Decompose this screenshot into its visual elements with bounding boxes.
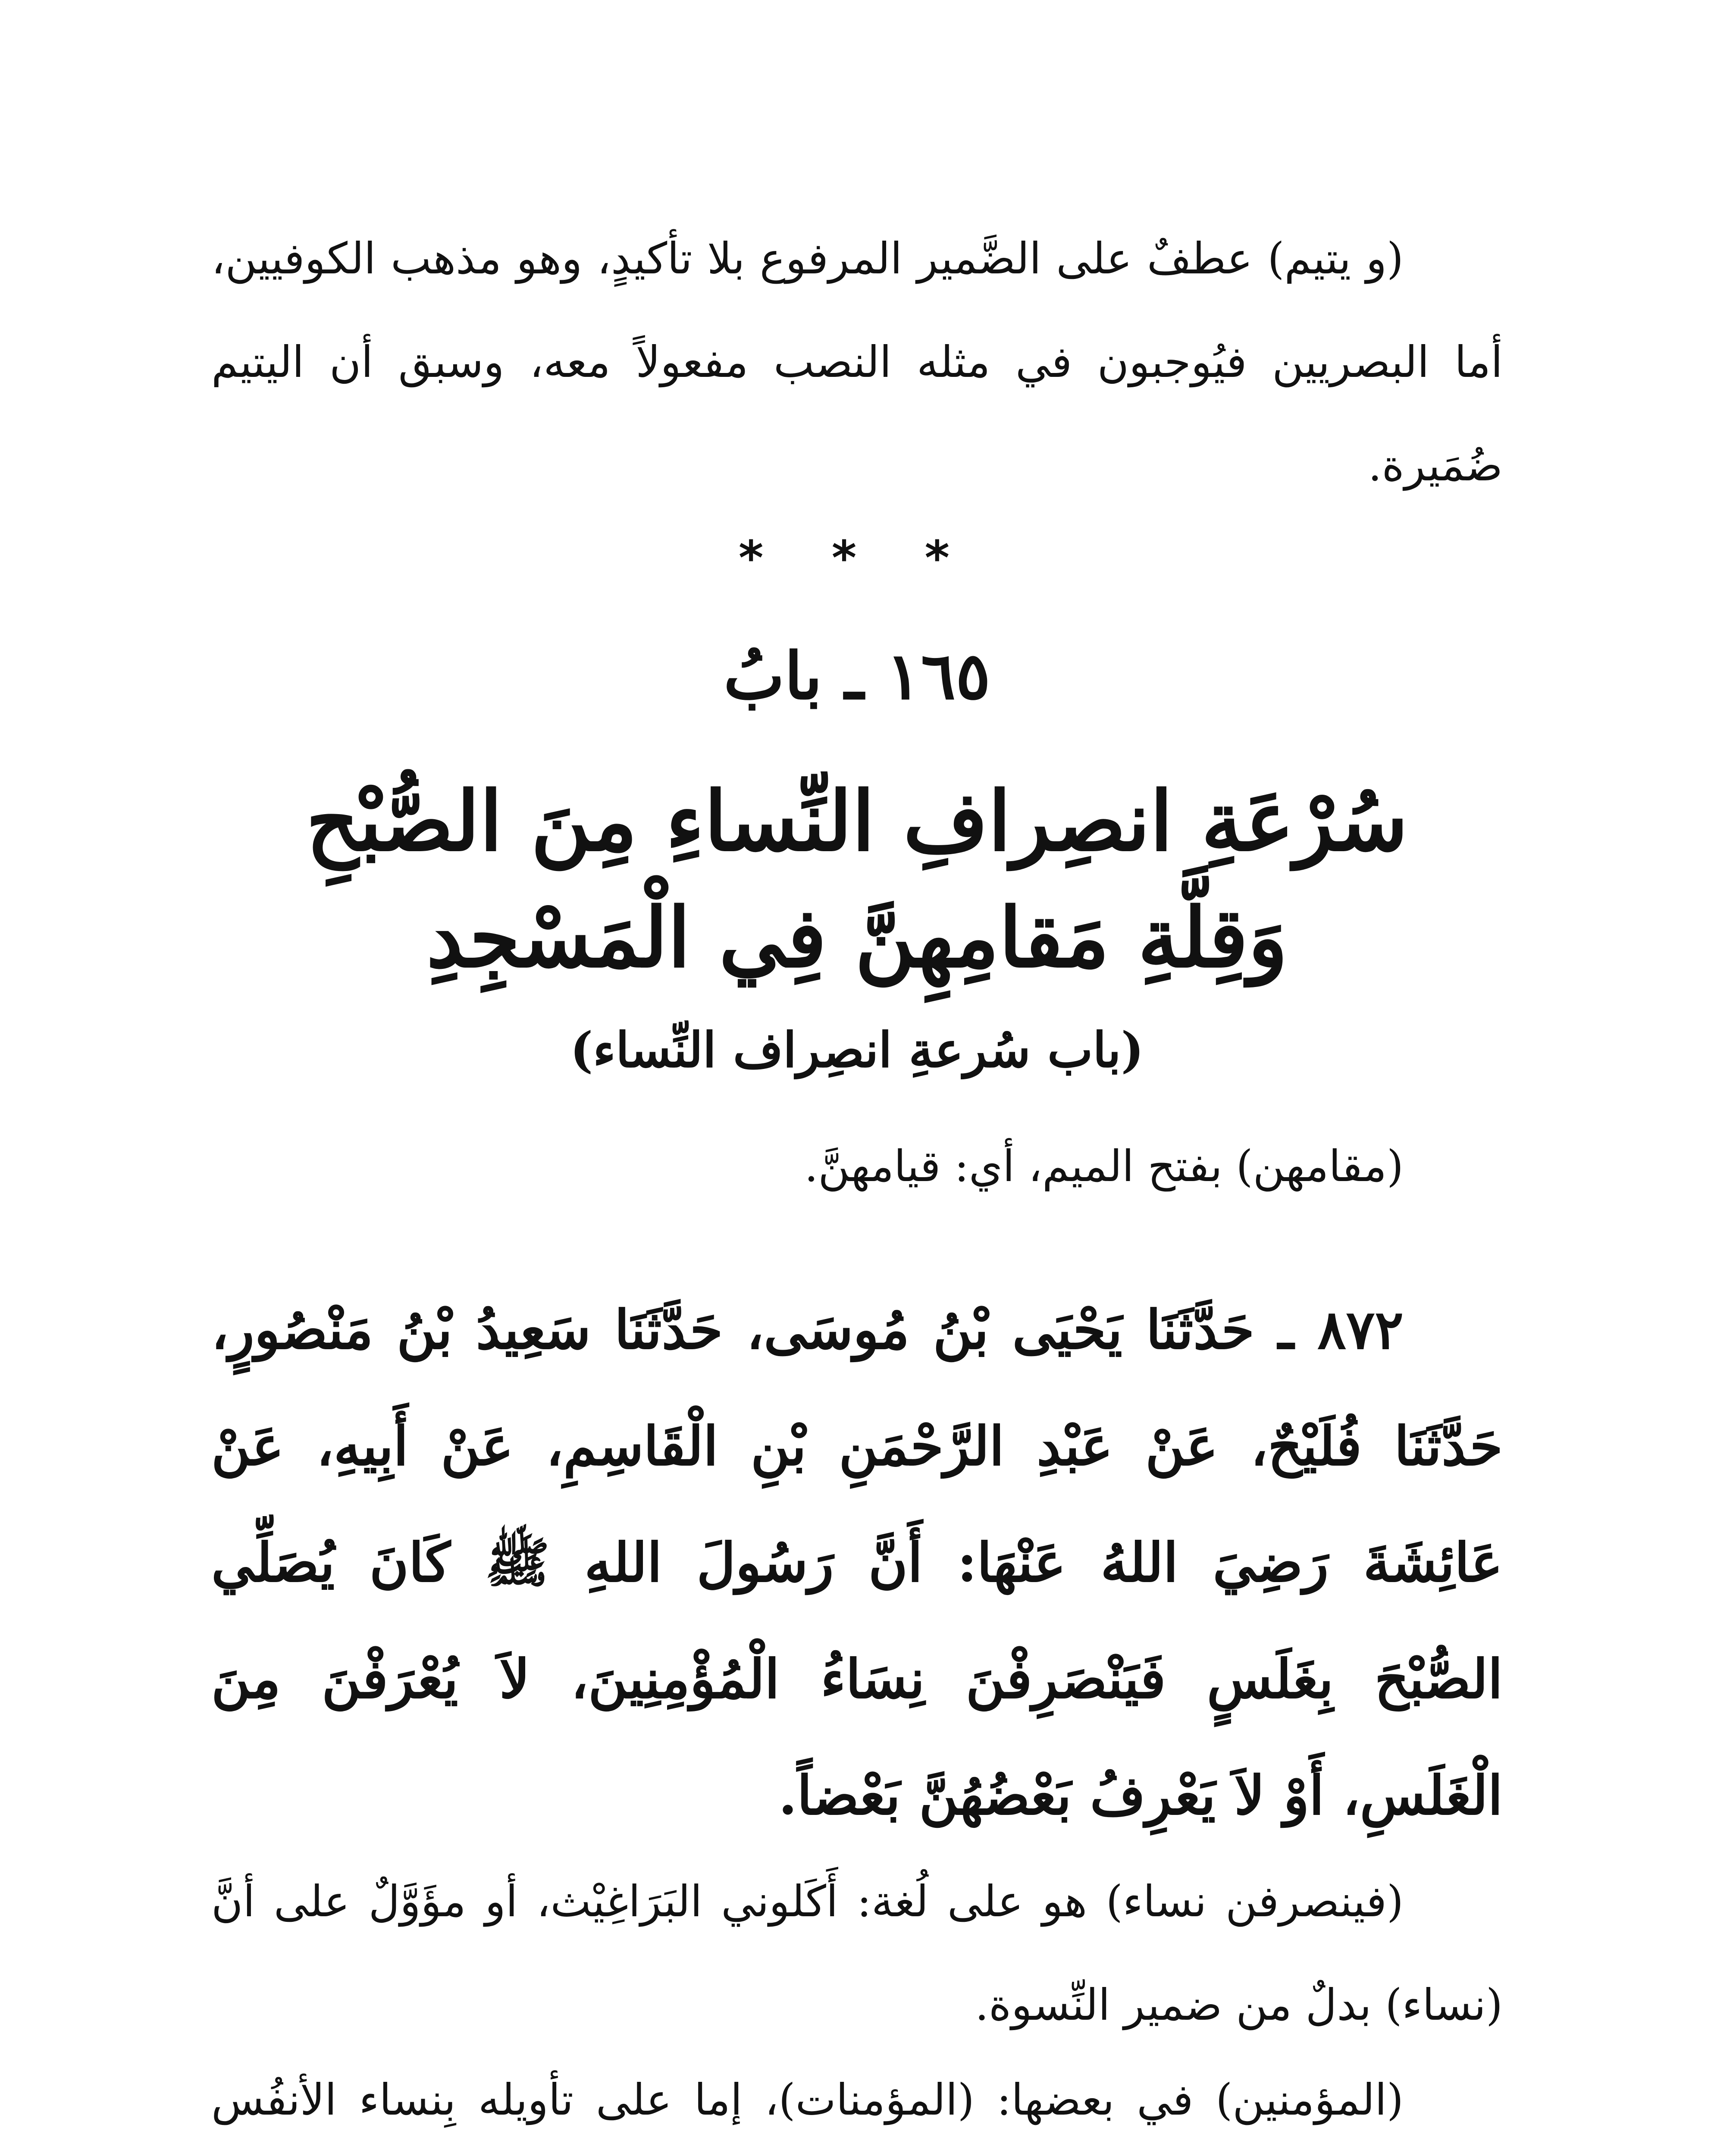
hadith-block [211,1272,1503,1854]
note-maqamihinna-block [211,1115,1503,1218]
note-muminin: (المؤمنين) في بعضها: (المؤمنات)، إما على تأويله بِنساء الأنفُس [211,2075,1404,2125]
chapter-title-line-1: سُرْعَةِ انصِرافِ النِّساءِ مِنَ الصُّبْحِ [306,773,1408,869]
note-fayansarifna: (فينصرفن نساء) هو على لُغة: أَكَلوني البَرَاغِيْث، أو مؤَوَّلٌ على أنَّ (نساء) بدلٌ من ضمير النِّسوة. [211,1876,1503,2030]
note-fayansarifna-block [211,1850,1503,2057]
section-separator: * * * [738,530,976,586]
chapter-title-line-2: وَقِلَّةِ مَقامِهِنَّ فِي الْمَسْجِدِ [426,890,1288,986]
commentary-heading: (باب سُرعةِ انصِراف النِّساء) [570,1022,1144,1078]
note-maqamihinna: (مقامهن) بفتح الميم، أي: قيامهنَّ. [804,1141,1404,1191]
chapter-number: ١٦٥ ـ بابُ [724,638,990,714]
intro-paragraph: (و يتيم) عطفٌ على الضَّمير المرفوع بلا تأكيدٍ، وهو مذهب الكوفيين، أما البصريين فيُوجبون في مثله النصب مفعولاً معه، وسبق أن اليتيم ضُمَيرة. [211,233,1503,491]
note-muminin-block [211,2048,1503,2156]
intro-commentary-block [211,207,1503,517]
hadith-872-text: ٨٧٢ ـ حَدَّثَنَا يَحْيَى بْنُ مُوسَى، حَدَّثَنَا سَعِيدُ بْنُ مَنْصُورٍ، حَدَّثَنَا فُلَيْحٌ، عَنْ عَبْدِ الرَّحْمَنِ بْنِ الْقَاسِمِ، عَنْ أَبِيهِ، عَنْ عَائِشَةَ رَضِيَ اللهُ عَنْهَا: أَنَّ رَسُولَ اللهِ ﷺ كَانَ يُصَلِّي الصُّبْحَ بِغَلَسٍ فَيَنْصَرِفْنَ نِسَاءُ الْمُؤْمِنِينَ، لاَ يُعْرَفْنَ مِنَ الْغَلَسِ، أَوْ لاَ يَعْرِفُ بَعْضُهُنَّ بَعْضاً. [211,1299,1503,1827]
